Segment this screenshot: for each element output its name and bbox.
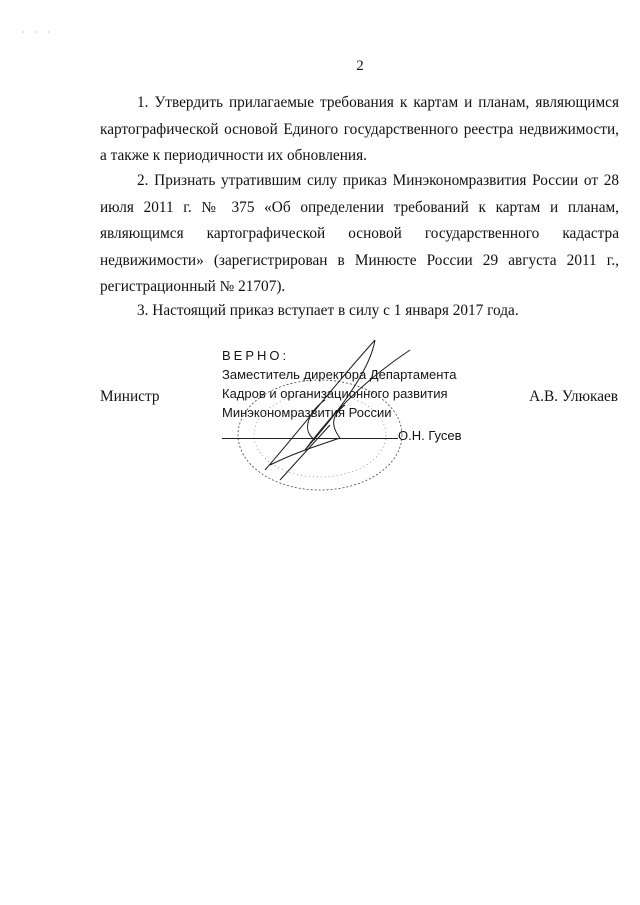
page-number: 2 <box>356 58 364 74</box>
signatory-name: А.В. Улюкаев <box>529 388 618 405</box>
paragraph-3 <box>100 298 619 325</box>
certification-signer: О.Н. Гусев <box>398 428 462 443</box>
certification-heading: ВЕРНО: <box>222 348 290 363</box>
certification-line-1: Заместитель директора Департамента <box>222 367 457 382</box>
certification-stamp <box>222 346 456 422</box>
paragraph-1 <box>100 90 619 170</box>
scan-specks: · · · <box>22 28 54 37</box>
paragraph-1-text: 1. Утвердить прилагаемые требования к картам и планам, являющимся картографической основой Единого государственного реестра недвижимости, а также к периодичности их обновления. <box>100 94 619 164</box>
certification-line-2: Кадров и организационного развития <box>222 386 448 401</box>
signatory-position: Министр <box>100 388 160 405</box>
paragraph-2 <box>100 168 619 301</box>
paragraph-2-text: 2. Признать утратившим силу приказ Минэкономразвития России от 28 июля 2011 г. № 375 «Об определении требований к картам и планам, являющимся картографической основой государственного кадастра недвижимости» (зарегистрирован в Минюсте России 29 августа 2011 г., регистрационный № 21707). <box>100 172 619 295</box>
signature-line <box>222 438 398 439</box>
paragraph-3-text: 3. Настоящий приказ вступает в силу с 1 января 2017 года. <box>137 302 519 319</box>
certification-line-3: Минэкономразвития России <box>222 405 392 420</box>
